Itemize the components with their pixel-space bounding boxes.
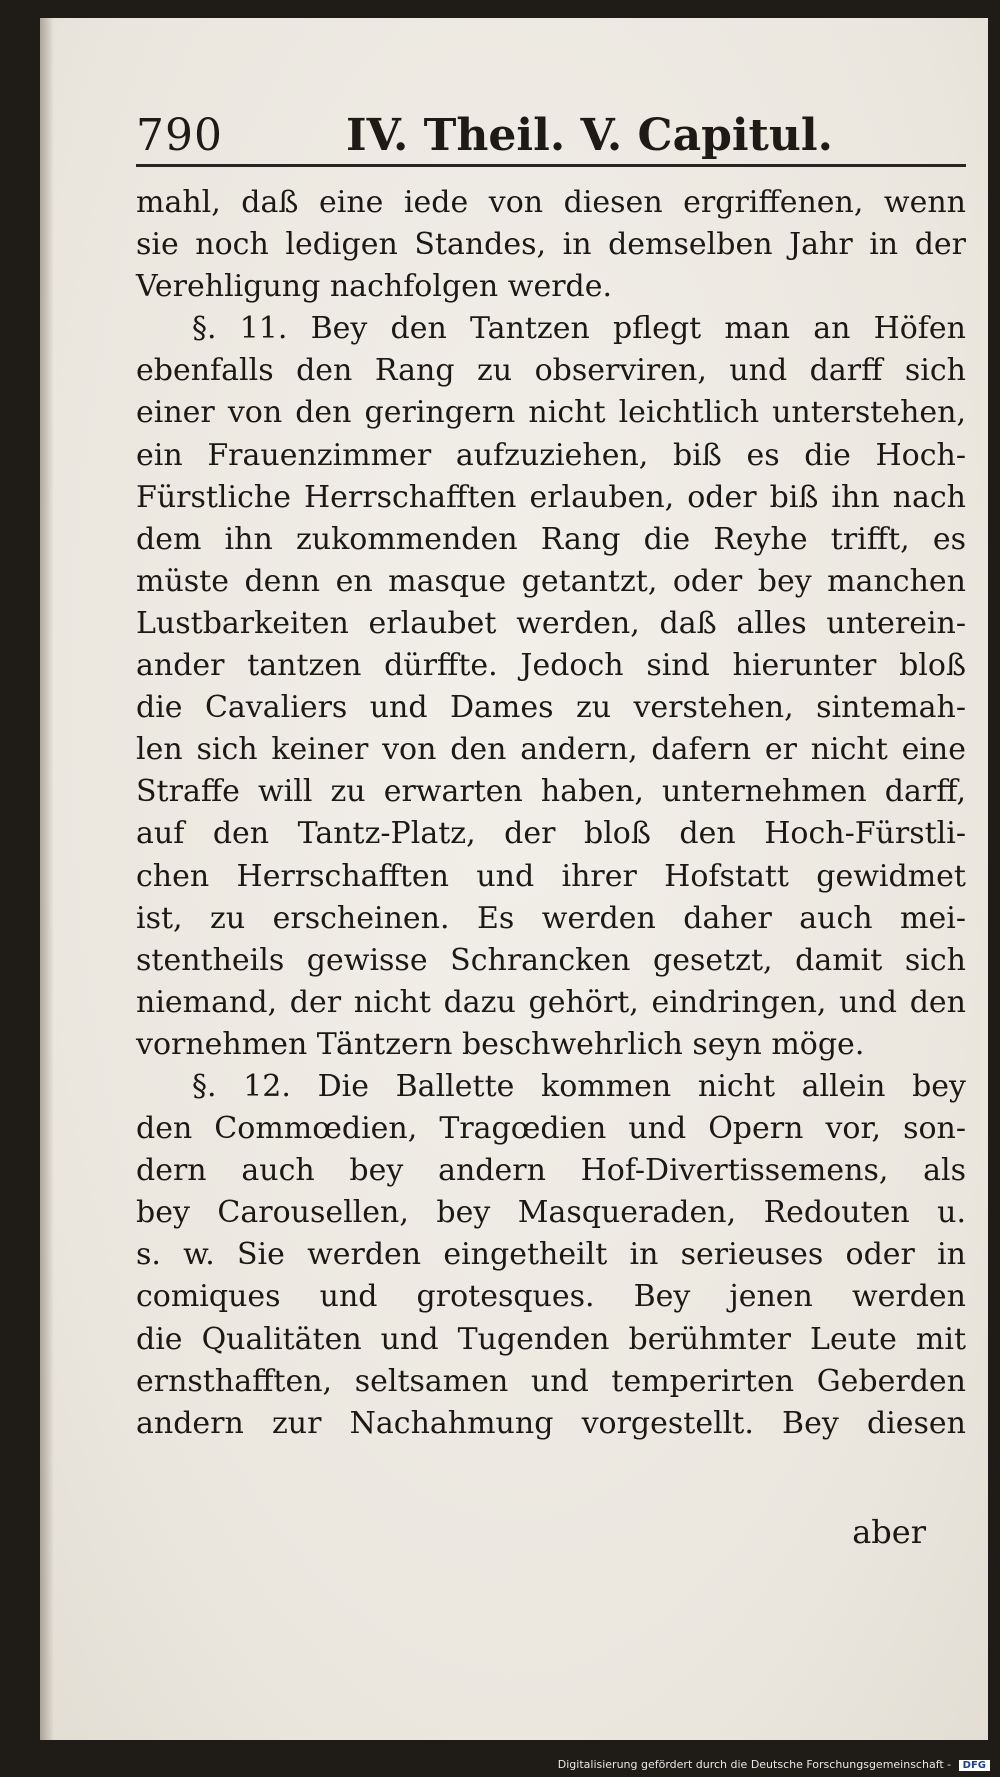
text-line: die Qualitäten und Tugenden berühmter Leute mit (136, 1321, 966, 1357)
text-line: ein Frauenzimmer aufzuziehen, biß es die Hoch- (136, 437, 966, 473)
text-line: ander tantzen dürffte. Jedoch sind hierunter bloß (136, 648, 966, 684)
page-number: 790 (136, 110, 223, 161)
text-line: len sich keiner von den andern, dafern er nicht eine (136, 732, 966, 768)
text-line: müste denn en masque getantzt, oder bey manchen (136, 563, 966, 599)
text-line: mahl, daß eine iede von diesen ergriffenen, wenn (136, 185, 966, 220)
page-header (136, 96, 966, 166)
text-line: ernsthafften, seltsamen und temperirten Geberden (136, 1363, 966, 1399)
catchword: aber (852, 1513, 926, 1551)
text-line: sie noch ledigen Standes, in demselben Jahr in der (136, 227, 966, 263)
text-line: bey Carousellen, bey Masqueraden, Redouten u. (136, 1195, 966, 1231)
text-line: dern auch bey andern Hof-Divertissemens, als (136, 1153, 966, 1189)
text-line: andern zur Nachahmung vorgestellt. Bey diesen (136, 1405, 966, 1441)
credit-text: Digitalisierung gefördert durch die Deutsche Forschungsgemeinschaft - (557, 1758, 952, 1771)
text-line: s. w. Sie werden eingetheilt in serieuses oder in (136, 1237, 966, 1273)
body-text (136, 182, 966, 1445)
text-line: Verehligung nachfolgen werde. (136, 269, 613, 305)
text-line: §. 11. Bey den Tantzen pflegt man an Höfen (192, 311, 966, 347)
text-line: Lustbarkeiten erlaubet werden, daß alles unterein- (136, 605, 966, 641)
text-line: vornehmen Täntzern beschwehrlich seyn möge. (136, 1026, 865, 1062)
text-line: auf den Tantz-Platz, der bloß den Hoch-Fürstli- (136, 816, 966, 852)
text-line: Fürstliche Herrschafften erlauben, oder biß ihn nach (136, 479, 966, 515)
text-line: einer von den geringern nicht leichtlich unterstehen, (136, 395, 966, 431)
text-line: Straffe will zu erwarten haben, unternehmen darff, (136, 774, 966, 810)
text-line: §. 12. Die Ballette kommen nicht allein bey (192, 1068, 966, 1104)
text-line: ebenfalls den Rang zu observiren, und darff sich (136, 353, 966, 389)
text-line: dem ihn zukommenden Rang die Reyhe trifft, es (136, 521, 966, 557)
text-line: niemand, der nicht dazu gehört, eindringen, und den (136, 984, 966, 1020)
text-line: ist, zu erscheinen. Es werden daher auch mei- (136, 900, 966, 936)
text-line: chen Herrschafften und ihrer Hofstatt gewidmet (136, 858, 966, 894)
running-head: IV. Theil. V. Capitul. (346, 110, 833, 161)
dfg-logo: DFG (959, 1760, 990, 1771)
text-line: den Commœdien, Tragœdien und Opern vor, son- (136, 1111, 966, 1147)
text-line: comiques und grotesques. Bey jenen werden (136, 1279, 966, 1315)
gutter-shadow (40, 18, 54, 1740)
digitization-credit (558, 1758, 990, 1771)
text-line: stentheils gewisse Schrancken gesetzt, damit sich (136, 942, 966, 978)
book-page (40, 18, 988, 1740)
header-rule (136, 164, 966, 167)
text-line: die Cavaliers und Dames zu verstehen, sintemah- (136, 690, 966, 726)
